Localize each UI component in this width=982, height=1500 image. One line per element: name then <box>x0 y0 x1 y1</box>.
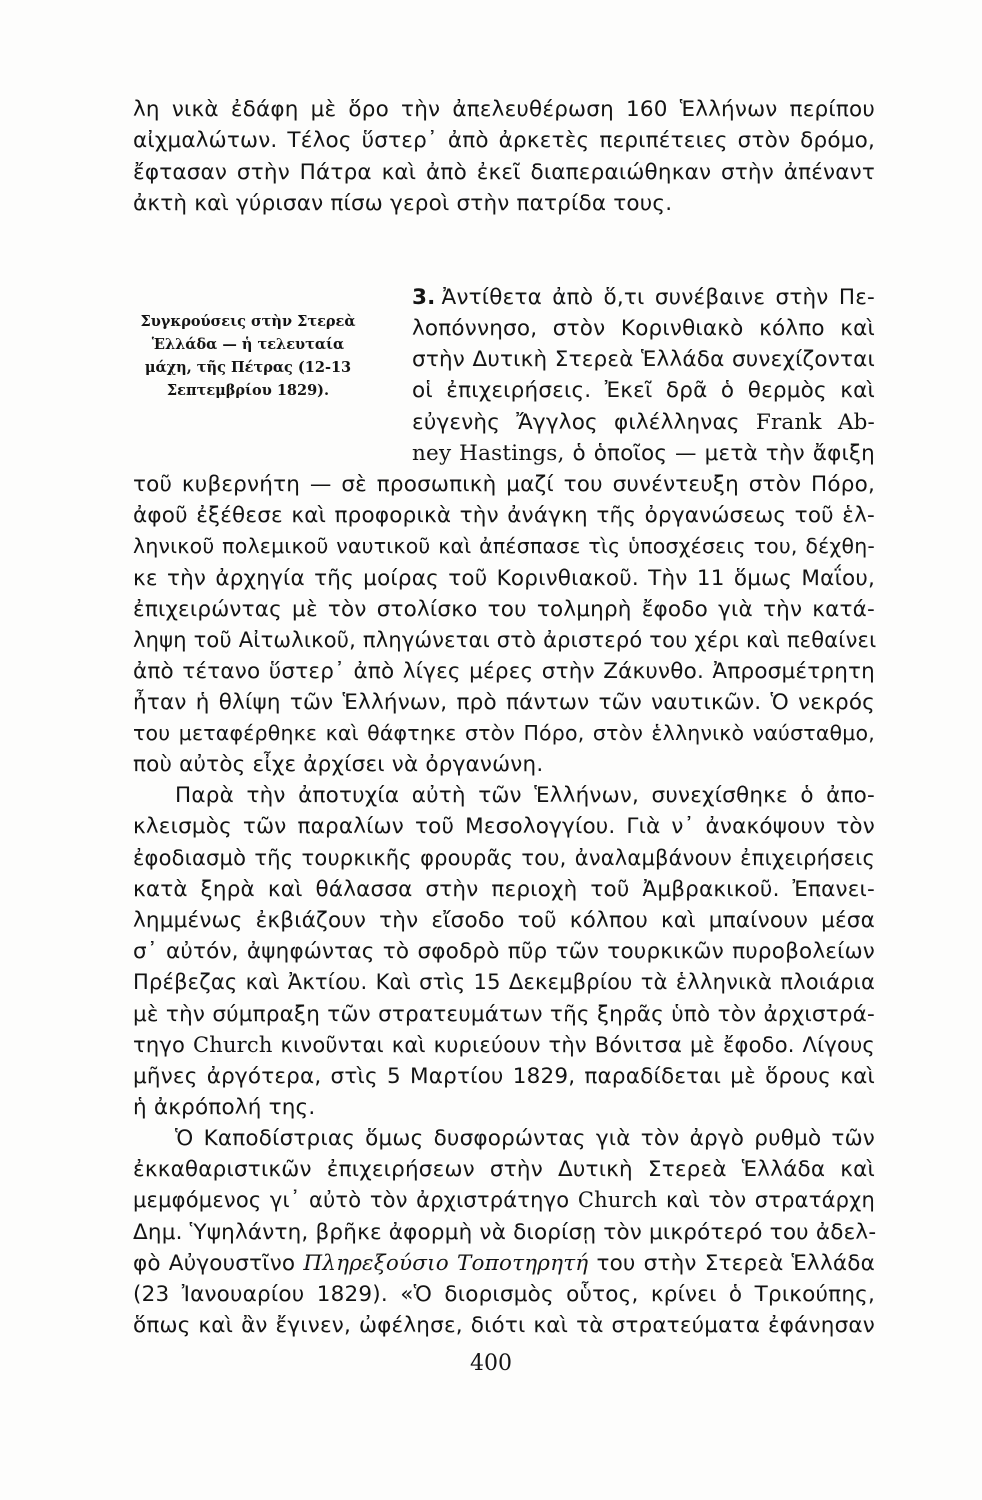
text-line: ποὺ αὐτὸς εἶχε ἀρχίσει νὰ ὀργανώνη. <box>133 752 544 777</box>
text-line: λοπόννησο, στὸν Κορινθιακὸ κόλπο καὶ <box>412 316 875 341</box>
text-fragment: κινοῦνται καὶ κυριεύουν τὴν Βόνιτσα μὲ ἔφοδο. Λίγους <box>280 1033 875 1057</box>
text-fragment: μεμφόμενος γι᾽ αὐτὸ τὸν ἀρχιστράτηγο <box>133 1188 570 1212</box>
text-line: κε τὴν ἀρχηγία τῆς μοίρας τοῦ Κορινθιακοῦ. Τὴν 11 ὅμως Μαΐου, <box>133 566 875 591</box>
margin-note <box>133 310 363 402</box>
text-line-mixed <box>133 1033 875 1057</box>
section-number: 3. <box>412 285 436 310</box>
text-line: ὅπως καὶ ἂν ἔγινεν, ὠφέλησε, διότι καὶ τὰ στρατεύματα ἐφάνησαν <box>133 1313 875 1338</box>
text-line-mixed <box>412 410 875 435</box>
text-line: ληνικοῦ πολεμικοῦ ναυτικοῦ καὶ ἀπέσπασε τὶς ὑποσχέσεις του, δέχθη- <box>133 534 875 558</box>
text-fragment: εὐγενὴς Ἄγγλος φιλέλληνας <box>412 410 740 435</box>
latin-name: Church <box>577 1188 658 1212</box>
page-number: 400 <box>470 1351 512 1376</box>
text-fragment: Ἀντίθετα ἀπὸ ὅ,τι συνέβαινε στὴν Πε- <box>441 285 875 310</box>
text-line-mixed <box>412 441 875 466</box>
text-line: ἀφοῦ ἐξέθεσε καὶ προφορικὰ τὴν ἀνάγκη τῆς ὀργανώσεως τοῦ ἑλ- <box>133 503 875 528</box>
text-line: λη νικὰ ἐδάφη μὲ ὅρο τὴν ἀπελευθέρωση 160 Ἑλλήνων περίπου <box>133 97 875 122</box>
paragraph-first-line: Παρὰ τὴν ἀποτυχία αὐτὴ τῶν Ἑλλήνων, συνεχίσθηκε ὁ ἀπο- <box>175 783 875 808</box>
latin-name: Frank Ab- <box>755 410 875 435</box>
text-line: στὴν Δυτικὴ Στερεὰ Ἑλλάδα συνεχίζονται <box>412 347 875 372</box>
text-line: οἱ ἐπιχειρήσεις. Ἐκεῖ δρᾶ ὁ θερμὸς καὶ <box>412 378 875 403</box>
text-line-mixed <box>133 1251 875 1276</box>
text-line: Πρέβεζας καὶ Ἀκτίου. Καὶ στὶς 15 Δεκεμβρίου τὰ ἑλληνικὰ πλοιάρια <box>133 970 875 994</box>
text-line: ἡ ἀκρόπολή της. <box>133 1095 316 1120</box>
text-line: τοῦ κυβερνήτη — σὲ προσωπικὴ μαζί του συνέντευξη στὸν Πόρο, <box>133 472 875 497</box>
margin-note-line: μάχη, τῆς Πέτρας (12-13 <box>144 359 352 376</box>
section-first-line <box>412 285 875 310</box>
text-fragment: καὶ τὸν στρατάρχη <box>666 1188 875 1212</box>
text-line: ἐπιχειρώντας μὲ τὸν στολίσκο του τολμηρὴ ἔφοδο γιὰ τὴν κατά- <box>133 597 875 622</box>
text-line: ἀπὸ τέτανο ὕστερ᾽ ἀπὸ λίγες μέρες στὴν Ζάκυνθο. Ἀπροσμέτρητη <box>133 659 875 684</box>
text-line: ἀκτὴ καὶ γύρισαν πίσω γεροὶ στὴν πατρίδα τους. <box>133 191 673 216</box>
text-line: κατὰ ξηρὰ καὶ θάλασσα στὴν περιοχὴ τοῦ Ἀμβρακικοῦ. Ἐπανει- <box>133 877 875 902</box>
latin-name: ney Hastings, <box>412 441 565 466</box>
text-line-mixed <box>133 1188 875 1212</box>
text-line: ἔφτασαν στὴν Πάτρα καὶ ἀπὸ ἐκεῖ διαπεραιώθηκαν στὴν ἀπέναντ <box>133 160 875 185</box>
text-line: μῆνες ἀργότερα, στὶς 5 Μαρτίου 1829, παραδίδεται μὲ ὅρους καὶ <box>133 1064 875 1089</box>
text-fragment: του στὴν Στερεὰ Ἑλλάδα <box>596 1251 875 1276</box>
text-line: μὲ τὴν σύμπραξη τῶν στρατευμάτων τῆς ξηρᾶς ὑπὸ τὸν ἀρχιστρά- <box>133 1002 875 1027</box>
latin-name: Church <box>192 1033 273 1057</box>
italic-title: Πληρεξούσιο Τοποτηρητή <box>303 1251 589 1276</box>
text-line: του μεταφέρθηκε καὶ θάφτηκε στὸν Πόρο, στὸν ἑλληνικὸ ναύσταθμο, <box>133 721 875 745</box>
paragraph-first-line: Ὁ Καποδίστριας ὅμως δυσφορώντας γιὰ τὸν ἀργὸ ρυθμὸ τῶν <box>175 1126 875 1151</box>
margin-note-line: Ἑλλάδα — ἡ τελευταία <box>151 336 345 353</box>
text-line: (23 Ἰανουαρίου 1829). «Ὁ διορισμὸς οὗτος, κρίνει ὁ Τρικούπης, <box>133 1282 875 1307</box>
margin-note-line: Συγκρούσεις στὴν Στερεὰ <box>140 313 356 330</box>
text-line: ἐκκαθαριστικῶν ἐπιχειρήσεων στὴν Δυτικὴ Στερεὰ Ἑλλάδα καὶ <box>133 1157 875 1182</box>
text-fragment: ὁ ὁποῖος — μετὰ τὴν ἄφιξη <box>572 441 875 466</box>
margin-note-line: Σεπτεμβρίου 1829). <box>166 382 330 399</box>
text-line: Δημ. Ὑψηλάντη, βρῆκε ἀφορμὴ νὰ διορίσῃ τὸν μικρότερό του ἀδελ- <box>133 1220 877 1245</box>
text-line: κλεισμὸς τῶν παραλίων τοῦ Μεσολογγίου. Γιὰ ν᾽ ἀνακόψουν τὸν <box>133 814 875 839</box>
text-line: σ᾽ αὐτόν, ἀψηφώντας τὸ σφοδρὸ πῦρ τῶν τουρκικῶν πυροβολείων <box>133 939 875 964</box>
text-line: αἰχμαλώτων. Τέλος ὕστερ᾽ ἀπὸ ἀρκετὲς περιπέτειες στὸν δρόμο, <box>133 128 875 153</box>
text-line: ληψη τοῦ Αἰτωλικοῦ, πληγώνεται στὸ ἀριστερό του χέρι καὶ πεθαίνει <box>133 628 877 652</box>
text-line: λημμένως ἐκβιάζουν τὴν εἴσοδο τοῦ κόλπου καὶ μπαίνουν μέσα <box>133 908 875 933</box>
text-fragment: φὸ Αὐγουστῖνο <box>133 1251 296 1276</box>
text-fragment: τηγο <box>133 1033 186 1057</box>
text-line: ἦταν ἡ θλίψη τῶν Ἑλλήνων, πρὸ πάντων τῶν ναυτικῶν. Ὁ νεκρός <box>133 690 875 715</box>
text-line: ἐφοδιασμὸ τῆς τουρκικῆς φρουρᾶς του, ἀναλαμβάνουν ἐπιχειρήσεις <box>133 846 875 870</box>
